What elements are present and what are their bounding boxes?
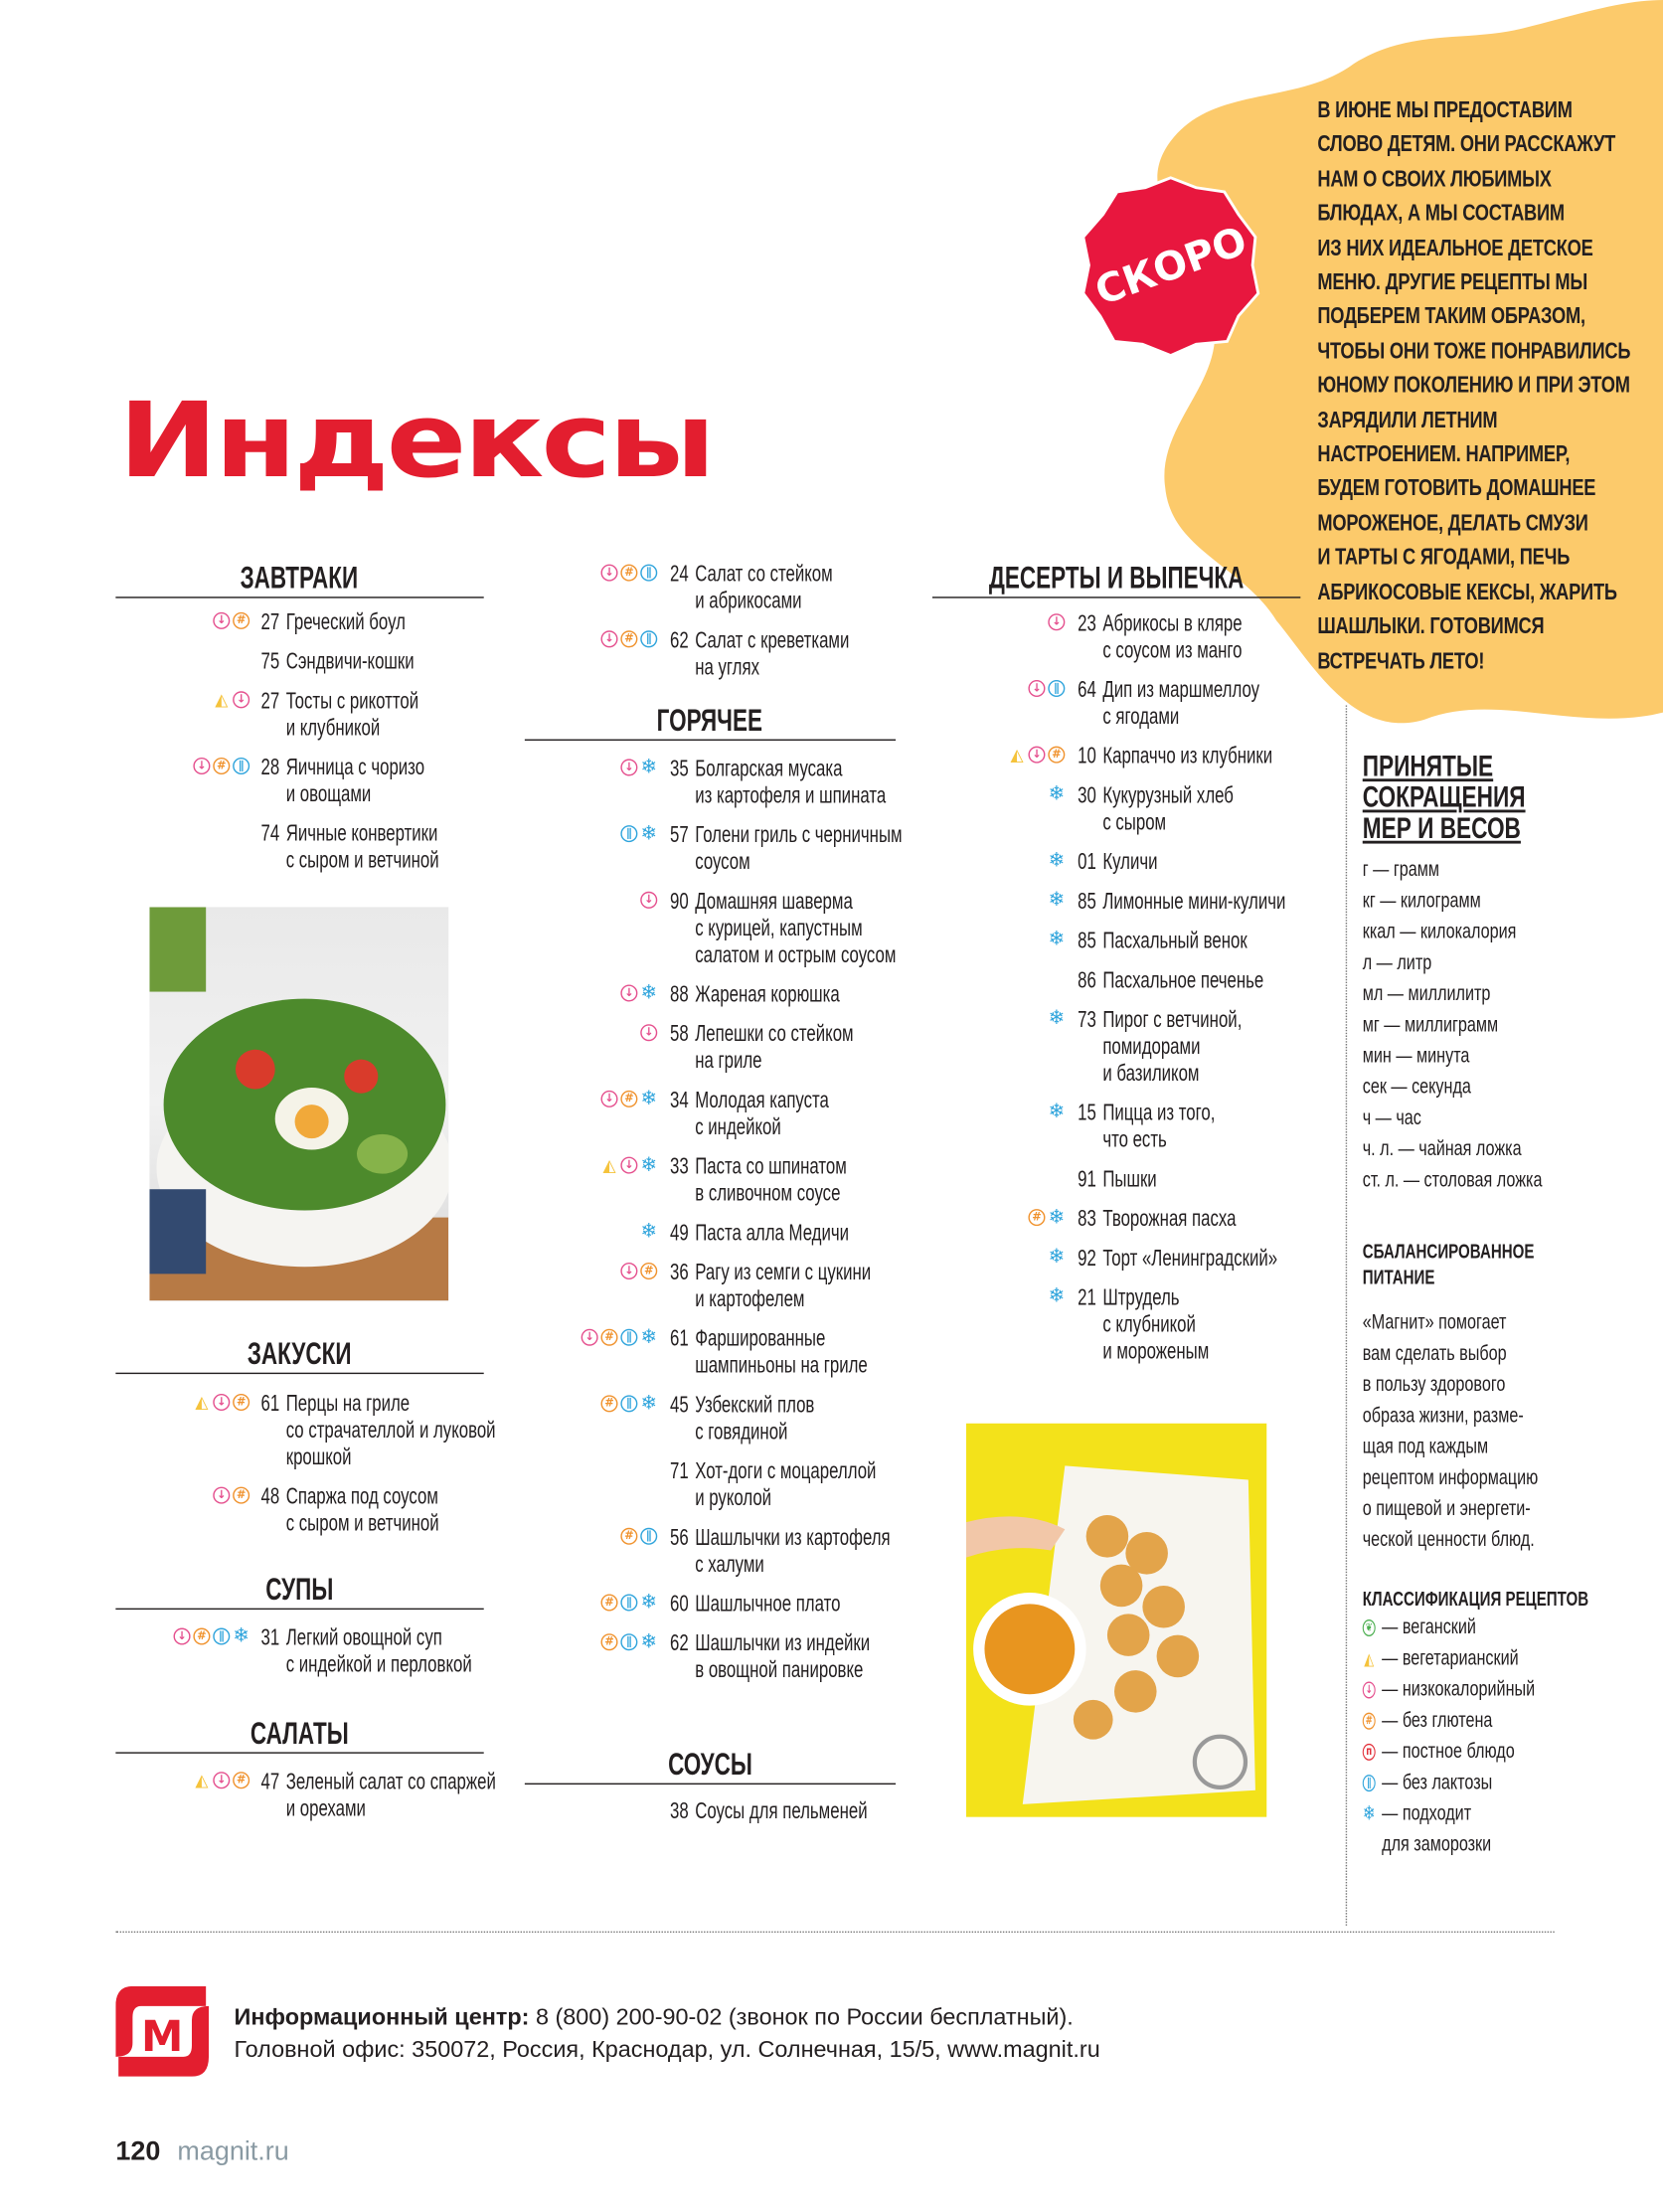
diet-icons bbox=[193, 758, 249, 774]
page-number-ref: 21 bbox=[1078, 1286, 1096, 1311]
lactose-free-icon: ∥ bbox=[620, 1329, 637, 1346]
diet-icons bbox=[620, 981, 658, 1005]
recipe-name: Пирог с ветчиной, помидорами и базиликом bbox=[1102, 1008, 1243, 1087]
recipe-name: Лепешки со стейком на гриле bbox=[695, 1022, 854, 1074]
diet-icons bbox=[1048, 849, 1066, 872]
diet-icons bbox=[193, 1772, 249, 1788]
snowflake-icon: ❄ bbox=[1048, 1206, 1066, 1229]
classification-list bbox=[1363, 1613, 1535, 1868]
sticker bbox=[1083, 178, 1258, 356]
diet-icons bbox=[600, 1153, 658, 1177]
recipe-name: Салат с креветками на углях bbox=[695, 628, 850, 680]
abbreviation-item: ст. л. — столовая ложка bbox=[1362, 1167, 1543, 1193]
recipe-name: Зеленый салат со спаржей и орехами bbox=[285, 1770, 496, 1821]
gluten-free-icon: # bbox=[233, 1487, 249, 1504]
recipe-name: Молодая капуста с индейкой bbox=[695, 1089, 829, 1140]
snowflake-icon: ❄ bbox=[640, 822, 658, 845]
diet-icons bbox=[640, 1024, 657, 1041]
recipe-name: Узбекский плов с говядиной bbox=[695, 1393, 815, 1446]
diet-icons bbox=[1048, 1100, 1066, 1123]
classification-label: — без глютена bbox=[1382, 1708, 1493, 1733]
page-number-ref: 30 bbox=[1078, 783, 1096, 809]
recipe-name: Яичница с чоризо и овощами bbox=[285, 756, 425, 807]
low-calorie-icon: ↓ bbox=[640, 1024, 657, 1041]
info-center-label: Информационный центр: bbox=[234, 2004, 530, 2030]
classification-item bbox=[1363, 1768, 1535, 1798]
page-number-ref: 61 bbox=[670, 1327, 689, 1352]
page-number-ref: 27 bbox=[260, 689, 280, 715]
classification-item bbox=[1363, 1737, 1535, 1768]
diet-icons bbox=[1009, 747, 1066, 764]
page-number-ref: 61 bbox=[260, 1392, 280, 1417]
page-number-ref: 31 bbox=[260, 1626, 280, 1651]
lenten-icon: п bbox=[1363, 1744, 1376, 1761]
low-calorie-icon: ↓ bbox=[1028, 680, 1045, 697]
page-number-ref: 85 bbox=[1078, 930, 1096, 954]
section-heading-soups: СУПЫ bbox=[115, 1572, 483, 1610]
cheese-icon: ◭ bbox=[195, 1770, 209, 1790]
abbreviation-item: мл — миллилитр bbox=[1362, 981, 1491, 1006]
recipe-name: Голени гриль с черничным соусом bbox=[695, 823, 903, 875]
diet-icons bbox=[1048, 613, 1065, 630]
classification-label: — вегетарианский bbox=[1382, 1645, 1519, 1671]
lactose-free-icon: ∥ bbox=[620, 825, 637, 842]
classification-label: — низкокалорийный bbox=[1382, 1677, 1536, 1702]
section-heading-breakfast: ЗАВТРАКИ bbox=[115, 560, 483, 597]
classification-item bbox=[1363, 1706, 1535, 1737]
page-number-ref: 45 bbox=[670, 1393, 689, 1419]
page-number-ref: 85 bbox=[1078, 890, 1096, 915]
recipe-name: Греческий боул bbox=[285, 610, 406, 635]
page-number-ref: 48 bbox=[260, 1485, 280, 1510]
snowflake-icon: ❄ bbox=[233, 1624, 249, 1648]
page-number-ref: 33 bbox=[670, 1155, 689, 1180]
page-number-ref: 73 bbox=[1078, 1008, 1096, 1033]
low-calorie-icon: ↓ bbox=[620, 1263, 637, 1279]
page-number-ref: 10 bbox=[1078, 745, 1096, 769]
page-number-ref: 90 bbox=[670, 890, 689, 915]
low-calorie-icon: ↓ bbox=[1028, 747, 1045, 764]
page-number-ref: 56 bbox=[670, 1526, 689, 1551]
recipe-name: Фаршированные шампиньоны на гриле bbox=[695, 1327, 868, 1379]
low-calorie-icon: ↓ bbox=[193, 758, 210, 774]
page-number-ref: 62 bbox=[670, 1631, 689, 1656]
recipe-name: Творожная пасха bbox=[1102, 1207, 1237, 1232]
cheese-icon: ◭ bbox=[195, 1392, 209, 1413]
low-calorie-icon: ↓ bbox=[620, 1157, 637, 1174]
page-number-ref: 57 bbox=[670, 823, 689, 848]
recipe-name: Дип из маршмеллоу с ягодами bbox=[1102, 678, 1260, 730]
low-calorie-icon: ↓ bbox=[213, 1394, 230, 1411]
recipe-name: Рагу из семги с цукини и картофелем bbox=[695, 1261, 872, 1312]
diet-icons bbox=[600, 1630, 658, 1654]
diet-icons bbox=[1028, 1206, 1066, 1229]
diet-icons bbox=[620, 756, 658, 779]
diet-icons bbox=[1048, 1284, 1066, 1308]
site-name: magnit.ru bbox=[177, 2136, 289, 2167]
recipe-name: Паста со шпинатом в сливочном соусе bbox=[695, 1155, 847, 1207]
lactose-free-icon: ∥ bbox=[233, 758, 249, 774]
gluten-free-icon: # bbox=[213, 758, 230, 774]
abbreviation-item: мг — миллиграмм bbox=[1362, 1012, 1499, 1037]
recipe-name: Домашняя шаверма с курицей, капустным салатом и острым соусом bbox=[695, 890, 897, 968]
lactose-free-icon: ∥ bbox=[620, 1395, 637, 1412]
diet-icons bbox=[640, 892, 657, 909]
low-calorie-icon: ↓ bbox=[213, 1487, 230, 1504]
section-heading-sauces: СОУСЫ bbox=[525, 1747, 896, 1785]
snowflake-icon: ❄ bbox=[1048, 928, 1066, 951]
lactose-free-icon: ∥ bbox=[640, 1528, 657, 1545]
gluten-free-icon: # bbox=[620, 630, 637, 647]
section-heading-salads: САЛАТЫ bbox=[115, 1716, 483, 1754]
page-number-ref: 38 bbox=[670, 1799, 689, 1824]
abbreviation-item: ккал — килокалория bbox=[1362, 920, 1517, 944]
cheese-icon: ◭ bbox=[602, 1155, 616, 1176]
sticker-label: СКОРО bbox=[1088, 218, 1253, 315]
lactose-free-icon: ∥ bbox=[620, 1633, 637, 1650]
page-number-ref: 35 bbox=[670, 758, 689, 782]
gluten-free-icon: # bbox=[233, 612, 249, 629]
abbreviation-item: кг — килограмм bbox=[1362, 888, 1481, 914]
low-calorie-icon: ↓ bbox=[600, 630, 617, 647]
low-calorie-icon: ↓ bbox=[620, 984, 637, 1001]
lactose-free-icon: ∥ bbox=[1048, 680, 1065, 697]
diet-icons bbox=[640, 1220, 658, 1244]
recipe-name: Пышки bbox=[1102, 1167, 1157, 1193]
snowflake-icon: ❄ bbox=[1048, 1007, 1066, 1030]
apricot-fritters-photo bbox=[966, 1424, 1266, 1817]
recipe-entry bbox=[932, 610, 1529, 664]
abbreviations-list bbox=[1363, 855, 1543, 1196]
diet-icons bbox=[620, 1263, 657, 1279]
snowflake-icon: ❄ bbox=[640, 1591, 658, 1615]
page-number-ref: 34 bbox=[670, 1089, 689, 1113]
recipe-name: Жареная корюшка bbox=[695, 983, 840, 1008]
recipe-name: Кукурузный хлеб с сыром bbox=[1102, 783, 1234, 836]
recipe-name: Соусы для пельменей bbox=[695, 1799, 868, 1824]
page-number-ref: 36 bbox=[670, 1261, 689, 1285]
cheese-icon: ◭ bbox=[1010, 745, 1024, 766]
low-calorie-icon: ↓ bbox=[233, 691, 249, 708]
recipe-name: Перцы на гриле со страчателлой и луковой крошкой bbox=[285, 1392, 496, 1470]
classification-label: — без лактозы bbox=[1382, 1770, 1493, 1794]
recipe-name: Лимонные мини-куличи bbox=[1102, 890, 1286, 915]
diet-icons bbox=[1048, 782, 1066, 806]
classification-label: — веганский bbox=[1382, 1615, 1476, 1639]
abbreviations-title: ПРИНЯТЫЕ СОКРАЩЕНИЯ МЕР И ВЕСОВ bbox=[1362, 750, 1526, 845]
salad-photo bbox=[149, 907, 448, 1300]
page-number-ref: 15 bbox=[1078, 1102, 1096, 1126]
recipe-name: Шашлычки из индейки в овощной панировке bbox=[695, 1631, 871, 1683]
section-heading-hot: ГОРЯЧЕЕ bbox=[525, 703, 896, 741]
low-calorie-icon: ↓ bbox=[600, 1091, 617, 1107]
gluten-free-icon: # bbox=[193, 1628, 210, 1645]
balanced-title: СБАЛАНСИРОВАННОЕ ПИТАНИЕ bbox=[1362, 1240, 1535, 1288]
gluten-free-icon: # bbox=[1048, 747, 1065, 764]
recipe-name: Сэндвичи-кошки bbox=[285, 650, 415, 675]
page-number-ref: 60 bbox=[670, 1593, 689, 1617]
recipe-entry bbox=[932, 1206, 1529, 1233]
snowflake-icon: ❄ bbox=[640, 981, 658, 1005]
snowflake-icon: ❄ bbox=[640, 1088, 658, 1110]
gluten-free-icon: # bbox=[620, 1528, 637, 1545]
snowflake-icon: ❄ bbox=[1362, 1802, 1376, 1826]
page-number-ref: 74 bbox=[260, 822, 280, 847]
page-number-ref: 75 bbox=[260, 650, 280, 675]
low-calorie-icon: ↓ bbox=[1048, 613, 1065, 630]
gluten-free-icon: # bbox=[600, 1395, 617, 1412]
abbreviation-item: л — литр bbox=[1362, 950, 1432, 975]
page-number-ref: 01 bbox=[1078, 850, 1096, 875]
diet-icons bbox=[1028, 680, 1065, 697]
recipe-name: Паста алла Медичи bbox=[695, 1221, 850, 1246]
page-footer bbox=[115, 2137, 288, 2168]
gluten-free-icon: # bbox=[600, 1633, 617, 1650]
promo-text: В ИЮНЕ МЫ ПРЕДОСТАВИМ СЛОВО ДЕТЯМ. ОНИ РАССКАЖУТ НАМ О СВОИХ ЛЮБИМЫХ БЛЮДАХ, А МЫ СОСТАВИМ ИЗ НИХ ИДЕАЛЬНОЕ ДЕТСКОЕ МЕНЮ. ДРУГИЕ РЕЦЕПТЫ МЫ ПОДБЕРЕМ ТАКИМ ОБРАЗОМ, ЧТОБЫ ОНИ ТОЖЕ ПОНРАВИЛИСЬ ЮНОМУ ПОКОЛЕНИЮ И ПРИ ЭТОМ ЗАРЯДИЛИ ЛЕТНИМ НАСТРОЕНИЕМ. НАПРИМЕР, БУДЕМ ГОТОВИТЬ ДОМАШНЕЕ МОРОЖЕНОЕ, ДЕЛАТЬ СМУЗИ И ТАРТЫ С ЯГОДАМИ, ПЕЧЬ АБРИКОСОВЫЕ КЕКСЫ, ЖАРИТЬ ШАШЛЫКИ. ГОТОВИМСЯ ВСТРЕЧАТЬ ЛЕТО! bbox=[1317, 96, 1631, 674]
diet-icons bbox=[582, 1325, 658, 1349]
diet-icons bbox=[213, 691, 249, 708]
diet-icons bbox=[600, 630, 657, 647]
recipe-name: Карпаччо из клубники bbox=[1102, 745, 1273, 769]
low-calorie-icon: ↓ bbox=[213, 1772, 230, 1788]
page-number-ref: 64 bbox=[1078, 678, 1096, 703]
lactose-free-icon: ∥ bbox=[640, 565, 657, 582]
diet-icons bbox=[600, 1088, 658, 1110]
page-number-ref: 23 bbox=[1078, 611, 1096, 636]
classification-item bbox=[1363, 1798, 1535, 1868]
diet-icons bbox=[600, 1392, 658, 1416]
recipe-name: Штрудель с клубникой и мороженым bbox=[1102, 1286, 1210, 1365]
lactose-free-icon: ∥ bbox=[620, 1594, 637, 1611]
page-number-ref: 62 bbox=[670, 628, 689, 653]
classification-item bbox=[1363, 1643, 1535, 1674]
recipe-name: Яичные конвертики с сыром и ветчиной bbox=[285, 822, 439, 874]
diet-icons bbox=[193, 1394, 249, 1411]
recipe-name: Абрикосы в кляре с соусом из манго bbox=[1102, 611, 1243, 663]
classification-item bbox=[1363, 1613, 1535, 1643]
gluten-free-icon: # bbox=[620, 1091, 637, 1107]
vegan-leaf-icon: ❦ bbox=[1363, 1619, 1376, 1636]
snowflake-icon: ❄ bbox=[640, 1220, 658, 1244]
page-number-ref: 28 bbox=[260, 756, 280, 780]
snowflake-icon: ❄ bbox=[640, 1325, 658, 1349]
svg-text:М: М bbox=[141, 2012, 184, 2063]
low-calorie-icon: ↓ bbox=[600, 565, 617, 582]
classification-label: — постное блюдо bbox=[1382, 1739, 1515, 1764]
recipe-name: Салат со стейком и абрикосами bbox=[695, 563, 833, 614]
page-number: 120 bbox=[115, 2136, 161, 2167]
contact-info bbox=[235, 2002, 1100, 2067]
snowflake-icon: ❄ bbox=[1048, 1100, 1066, 1123]
section-heading-snacks: ЗАКУСКИ bbox=[115, 1336, 483, 1374]
low-calorie-icon: ↓ bbox=[640, 892, 657, 909]
recipe-name: Тосты с рикоттой и клубникой bbox=[285, 689, 419, 741]
recipe-name: Пицца из того, что есть bbox=[1102, 1102, 1216, 1153]
gluten-free-icon: # bbox=[1028, 1209, 1045, 1226]
diet-icons bbox=[213, 612, 249, 629]
snowflake-icon: ❄ bbox=[1048, 1284, 1066, 1308]
low-calorie-icon: ↓ bbox=[582, 1329, 598, 1346]
low-calorie-icon: ↓ bbox=[174, 1628, 191, 1645]
gluten-free-icon: # bbox=[233, 1772, 249, 1788]
low-calorie-icon: ↓ bbox=[213, 612, 230, 629]
page-number-ref: 86 bbox=[1078, 968, 1096, 993]
recipe-name: Торт «Ленинградский» bbox=[1102, 1247, 1278, 1272]
diet-icons bbox=[174, 1624, 250, 1648]
recipe-name: Хот-доги с моцареллой и руколой bbox=[695, 1459, 877, 1511]
page-number-ref: 83 bbox=[1078, 1207, 1096, 1232]
diet-icons bbox=[1048, 888, 1066, 912]
info-center-phone: 8 (800) 200-90-02 (звонок по России бесплатный). bbox=[529, 2004, 1074, 2030]
diet-icons bbox=[213, 1487, 249, 1504]
snowflake-icon: ❄ bbox=[640, 1392, 658, 1416]
diet-icons bbox=[1048, 1245, 1066, 1269]
abbreviation-item: г — грамм bbox=[1362, 857, 1439, 882]
gluten-free-icon: # bbox=[233, 1394, 249, 1411]
section-heading-desserts: ДЕСЕРТЫ И ВЫПЕЧКА bbox=[932, 560, 1300, 597]
snowflake-icon: ❄ bbox=[1048, 888, 1066, 912]
page-title: Индексы bbox=[118, 380, 713, 501]
snowflake-icon: ❄ bbox=[640, 1153, 658, 1177]
page-number-ref: 47 bbox=[260, 1770, 280, 1794]
page-number-ref: 27 bbox=[260, 610, 280, 635]
sidebar-divider bbox=[1346, 706, 1347, 1926]
recipe-name: Пасхальное печенье bbox=[1102, 968, 1264, 993]
page-number-ref: 71 bbox=[670, 1459, 689, 1484]
classification-item bbox=[1363, 1674, 1535, 1705]
magnit-logo bbox=[115, 1986, 209, 2077]
diet-icons bbox=[600, 1591, 658, 1615]
gluten-free-icon: # bbox=[1363, 1713, 1376, 1730]
recipe-name: Легкий овощной суп с индейкой и перловкой bbox=[285, 1626, 472, 1678]
abbreviation-item: ч — час bbox=[1362, 1106, 1421, 1130]
balanced-text: «Магнит» помогает вам сделать выбор в пользу здорового образа жизни, разме- щая под каждым рецептом информацию о пищевой и энергети- ческой ценности блюд. bbox=[1362, 1310, 1539, 1552]
page-number-ref: 49 bbox=[670, 1221, 689, 1246]
gluten-free-icon: # bbox=[640, 1263, 657, 1279]
snowflake-icon: ❄ bbox=[1048, 849, 1066, 872]
page-number-ref: 24 bbox=[670, 563, 689, 588]
abbreviation-item: сек — секунда bbox=[1362, 1075, 1471, 1100]
snowflake-icon: ❄ bbox=[640, 1630, 658, 1654]
gluten-free-icon: # bbox=[600, 1594, 617, 1611]
abbreviation-item: ч. л. — чайная ложка bbox=[1362, 1136, 1522, 1161]
cheese-icon: ◭ bbox=[1364, 1648, 1375, 1669]
low-calorie-icon: ↓ bbox=[620, 759, 637, 775]
footer-divider bbox=[115, 1932, 1554, 1933]
diet-icons bbox=[620, 822, 658, 845]
classification-title: КЛАССИФИКАЦИЯ РЕЦЕПТОВ bbox=[1362, 1587, 1589, 1611]
diet-icons bbox=[1048, 1007, 1066, 1030]
snowflake-icon: ❄ bbox=[1048, 782, 1066, 806]
page-number-ref: 91 bbox=[1078, 1167, 1096, 1193]
head-office: Головной офис: 350072, Россия, Краснодар, ул. Солнечная, 15/5, www.magnit.ru bbox=[234, 2037, 1100, 2063]
lactose-free-icon: ∥ bbox=[640, 630, 657, 647]
diet-icons bbox=[600, 565, 657, 582]
gluten-free-icon: # bbox=[620, 565, 637, 582]
abbreviation-item: мин — минута bbox=[1362, 1044, 1470, 1069]
recipe-name: Шашлычное плато bbox=[695, 1593, 841, 1617]
lactose-free-icon: ∥ bbox=[213, 1628, 230, 1645]
page-number-ref: 92 bbox=[1078, 1247, 1096, 1272]
classification-label: — подходит для заморозки bbox=[1382, 1801, 1492, 1857]
lactose-free-icon: ∥ bbox=[1363, 1775, 1376, 1791]
snowflake-icon: ❄ bbox=[1048, 1245, 1066, 1269]
low-calorie-icon: ↓ bbox=[1363, 1681, 1376, 1698]
snowflake-icon: ❄ bbox=[640, 756, 658, 779]
recipe-name: Пасхальный венок bbox=[1102, 930, 1247, 954]
gluten-free-icon: # bbox=[600, 1329, 617, 1346]
recipe-name: Спаржа под соусом с сыром и ветчиной bbox=[285, 1485, 439, 1537]
page-number-ref: 88 bbox=[670, 983, 689, 1008]
diet-icons bbox=[1048, 928, 1066, 951]
diet-icons bbox=[620, 1528, 657, 1545]
recipe-name: Шашлычки из картофеля с халуми bbox=[695, 1526, 891, 1578]
recipe-name: Болгарская мусака из картофеля и шпината bbox=[695, 758, 887, 809]
recipe-name: Куличи bbox=[1102, 850, 1158, 875]
cheese-icon: ◭ bbox=[215, 689, 229, 710]
page-number-ref: 58 bbox=[670, 1022, 689, 1047]
recipe-entry bbox=[932, 677, 1529, 731]
